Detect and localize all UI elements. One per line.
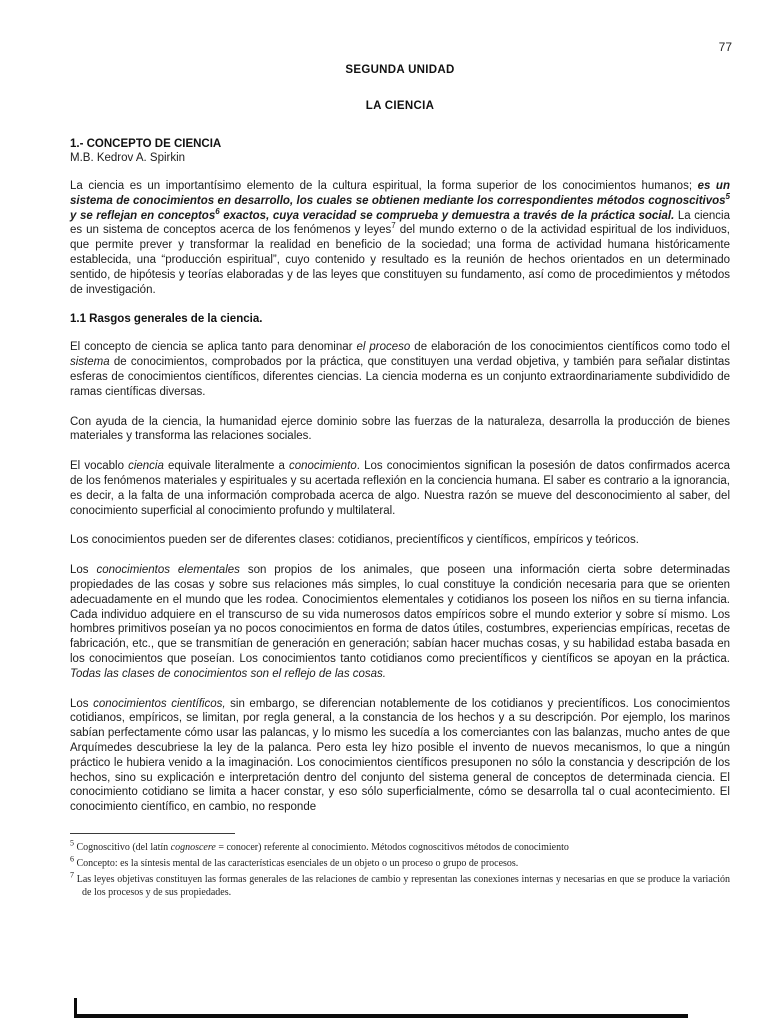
authors-line: M.B. Kedrov A. Spirkin	[70, 152, 186, 164]
paragraph-1: La ciencia es un importantísimo elemento de la cultura espiritual, la forma superior de los conocimientos humanos; es un sistema de conocimientos en desarrollo, los cuales se obtienen mediante los correspondientes métodos cognoscitivos$^5$ y se reflejan en conceptos$^6$ exactos, cuya veracidad se comprueba y demuestra a través de la práctica social. La ciencia es un sistema de conceptos acerca de los fenómenos y leyes$^7$ del mundo externo o de la actividad espiritual de los individuos, que permite prever y transformar la realidad en beneficio de la sociedad; una forma de actividad humana históricamente establecida, una “producción espiritual”, cuyo contenido y resultado es la reunión de hechos orientados en un determinado sentido, de hipótesis y teorías elaboradas y de las leyes que constituyen su fundamento, así como de procedimientos y métodos de investigación.	[70, 180, 731, 296]
paragraph-3: Con ayuda de la ciencia, la humanidad ejerce dominio sobre las fuerzas de la naturaleza, desarrolla la producción de bienes materiales y transforma las relaciones sociales.	[70, 415, 730, 443]
footnote-6: $^6$ Concepto: es la síntesis mental de las características esenciales de un objeto o un proceso o grupo de procesos.	[70, 854, 519, 869]
document-title: LA CIENCIA	[365, 100, 435, 112]
paragraph-2: El concepto de ciencia se aplica tanto para denominar el proceso de elaboración de los conocimientos científicos como todo el sistema de conocimientos, comprobados por la práctica, que constituyen una verdad objetiva, y también para señalar distintas esferas de conocimientos científicos, diferentes ciencias. La ciencia moderna es un conjunto extraordinariamente subdividido de ramas científicas diversas.	[70, 341, 730, 398]
section-heading: 1.- CONCEPTO DE CIENCIA	[70, 138, 222, 150]
unit-title: SEGUNDA UNIDAD	[345, 64, 455, 76]
footnote-7: $^7$ Las leyes objetivas constituyen las formas generales de las relaciones de cambio y representan las conexiones internas y necesarias en que se produce la variación de los procesos y de sus propiedades.	[70, 870, 730, 898]
paragraph-4: El vocablo ciencia equivale literalmente a conocimiento. Los conocimientos significan la posesión de datos confirmados acerca de los fenómenos materiales y espirituales y su acertada reflexión en la conciencia humana. El saber es contrario a la ignorancia, es decir, a la falta de una información comprobada acerca de algo. Nuestra razón se mueve del desconocimiento al saber, del conocimiento superficial al conocimiento profundo y multilateral.	[70, 460, 730, 517]
footnotes-section	[70, 833, 730, 899]
page-bottom-scan-artifact	[74, 1014, 688, 1018]
footnote-separator	[70, 833, 235, 834]
paragraph-7: Los conocimientos científicos, sin embargo, se diferencian notablemente de los cotidianos y precientíficos. Los conocimientos cotidianos, empíricos, se limitan, por regla general, a la constancia de los hechos y a su descripción. Por ejemplo, los marinos sabían perfectamente cómo usar las palancas, y lo mismo les sucedía a los comerciantes con las balanzas, mucho antes de que Arquímedes descubriese la ley de la palanca. Pero esta ley hizo posible el invento de nuevos mecanismos, lo que a ningún práctico le hubiera venido a la imaginación. Los conocimientos científicos presuponen no sólo la constancia y descripción de los hechos, sino su explicación e interpretación dentro del conjunto del sistema general de conceptos de determinada ciencia. El conocimiento cotidiano se limita a hacer constar, y eso sólo superficialmente, cómo se desarrolla tal o cual acontecimiento. El conocimiento científico, en cambio, no responde	[70, 697, 730, 814]
paragraph-6: Los conocimientos elementales son propios de los animales, que poseen una información cierta sobre determinadas propiedades de las cosas y sobre sus relaciones más simples, lo cual constituye la condición necesaria para que se orienten adecuadamente en el mundo que les rodea. Conocimientos elementales y cotidianos los poseen los niños en su tierna infancia. Cada individuo adquiere en el transcurso de su vida numerosos datos empíricos sobre el mundo exterior y sobre sí mismo. Los hombres primitivos poseían ya no pocos conocimientos en forma de datos útiles, costumbres, experiencias empíricas, recetas de fabricación, etc., que se transmitían de generación en generación; sabían hacer muchas cosas, y su habilidad estaba basada en los conocimientos que poseían. Los conocimientos tanto cotidianos como precientíficos y científicos se apoyan en la práctica. Todas las clases de conocimientos son el reflejo de las cosas.	[70, 564, 730, 680]
subsection-heading: 1.1 Rasgos generales de la ciencia.	[70, 313, 263, 326]
page-number: 77	[718, 40, 732, 54]
footnote-5: $^5$ Cognoscitivo (del latín cognoscere = conocer) referente al conocimiento. Métodos cognoscitivos métodos de conocimiento	[70, 838, 569, 853]
paragraph-5: Los conocimientos pueden ser de diferentes clases: cotidianos, precientíficos y científicos, empíricos y teóricos.	[70, 534, 639, 547]
